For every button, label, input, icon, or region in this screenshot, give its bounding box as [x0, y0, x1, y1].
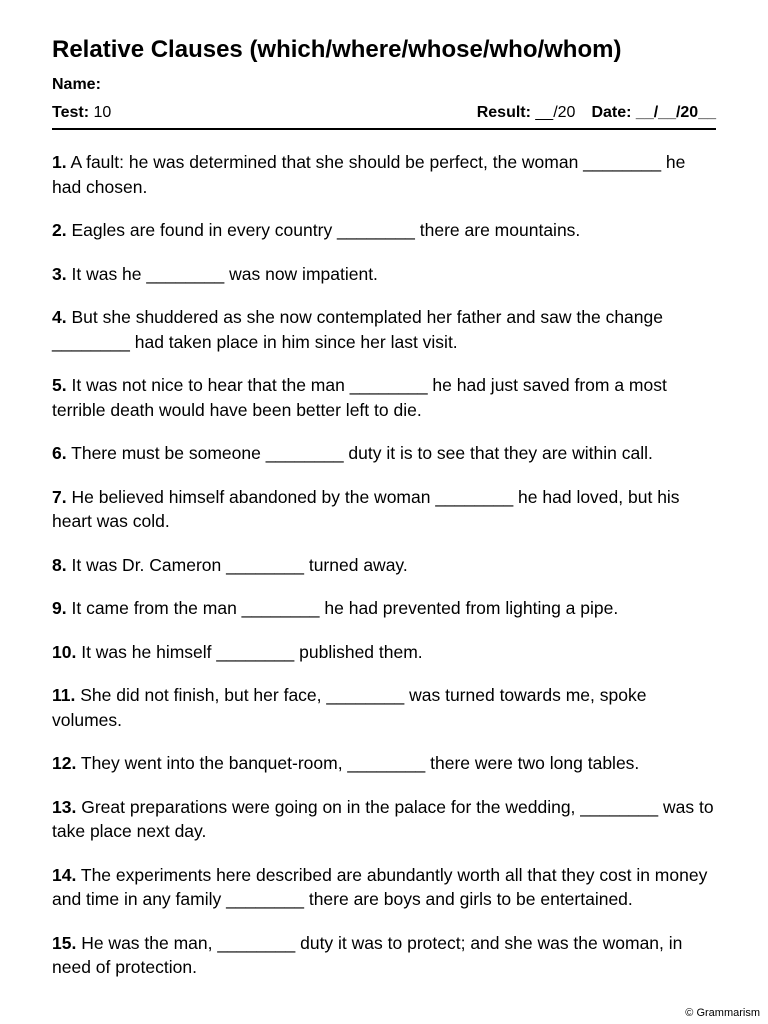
test-number: 10	[93, 104, 112, 121]
result-info	[477, 102, 576, 124]
question-number: 13.	[52, 796, 77, 817]
question-number: 5.	[52, 375, 67, 395]
question-text: It was he himself ________ published them.	[81, 641, 423, 662]
question-number: 4.	[52, 307, 67, 327]
question-item	[52, 150, 716, 199]
question-item	[52, 596, 716, 621]
question-item	[52, 683, 716, 732]
question-text: But she shuddered as she now contemplated her father and saw the change ________ had taken place in him since her last visit.	[52, 307, 663, 352]
question-text: It came from the man ________ he had prevented from lighting a pipe.	[71, 598, 619, 618]
question-number: 6.	[52, 443, 67, 463]
test-info	[52, 102, 111, 124]
result-date-group	[477, 102, 716, 124]
question-number: 7.	[52, 486, 67, 507]
name-field	[52, 74, 716, 96]
question-text: It was Dr. Cameron ________ turned away.	[71, 554, 408, 575]
question-item	[52, 305, 716, 354]
question-text: There must be someone ________ duty it is to see that they are within call.	[71, 443, 653, 463]
question-number: 15.	[52, 932, 77, 953]
question-text: A fault: he was determined that she should be perfect, the woman ________ he had chosen.	[52, 152, 686, 197]
test-info-row	[52, 102, 716, 124]
question-list	[52, 150, 716, 980]
question-text: They went into the banquet-room, ________ there were two long tables.	[80, 753, 640, 773]
question-item	[52, 863, 716, 912]
question-item	[52, 485, 716, 534]
question-text: He believed himself abandoned by the woman ________ he had loved, but his heart was cold.	[52, 486, 680, 531]
question-item	[52, 795, 716, 844]
question-number: 3.	[52, 263, 67, 284]
question-text: He was the man, ________ duty it was to protect; and she was the woman, in need of protection.	[52, 932, 683, 977]
question-number: 8.	[52, 554, 67, 575]
result-label: Result:	[476, 104, 531, 121]
question-text: Eagles are found in every country ________ there are mountains.	[71, 220, 581, 240]
question-item	[52, 931, 716, 980]
question-item	[52, 373, 716, 422]
question-text: It was he ________ was now impatient.	[71, 263, 378, 284]
result-value: __/20	[535, 104, 576, 121]
question-number: 12.	[52, 753, 77, 773]
question-item	[52, 640, 716, 665]
question-item	[52, 553, 716, 578]
question-text: Great preparations were going on in the palace for the wedding, ________ was to take place next day.	[52, 796, 714, 841]
question-number: 10.	[52, 641, 77, 662]
question-item	[52, 751, 716, 776]
question-number: 14.	[52, 864, 77, 885]
page-title: Relative Clauses (which/where/whose/who/whom)	[52, 36, 622, 63]
date-value: __/__/20__	[635, 104, 716, 121]
question-text: It was not nice to hear that the man ________ he had just saved from a most terrible death would have been better left to die.	[52, 375, 667, 420]
date-info	[591, 102, 716, 124]
test-label: Test:	[52, 104, 90, 121]
question-number: 1.	[52, 152, 67, 172]
header-divider	[52, 128, 716, 130]
copyright-notice: © Grammarism	[685, 1007, 760, 1019]
question-text: The experiments here described are abundantly worth all that they cost in money and time in any family ________ there are boys and girls to be entertained.	[52, 864, 708, 909]
worksheet	[52, 34, 716, 980]
date-label: Date:	[591, 104, 632, 121]
question-item	[52, 218, 716, 243]
question-number: 11.	[52, 685, 76, 705]
question-number: 9.	[52, 598, 67, 618]
question-number: 2.	[52, 220, 67, 240]
question-item	[52, 441, 716, 466]
question-text: She did not finish, but her face, ________ was turned towards me, spoke volumes.	[52, 685, 647, 730]
name-label: Name:	[52, 76, 101, 93]
question-item	[52, 262, 716, 287]
